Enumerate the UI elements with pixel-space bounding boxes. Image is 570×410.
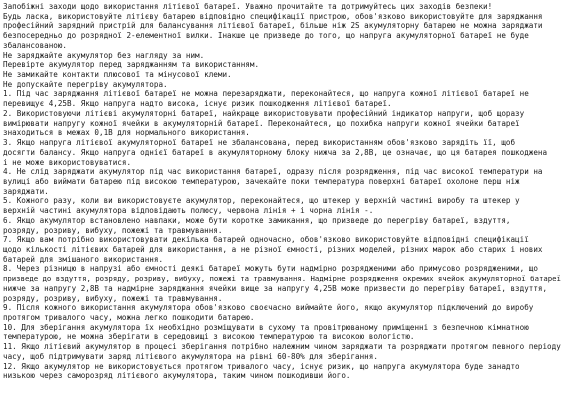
- rule-line: протягом тривалого часу, можна легко пошкодити батарею.: [3, 313, 255, 322]
- rule-line: низькою через саморозряд літієвого акумулятора, таким чином пошкодивши його.: [3, 371, 351, 381]
- rule-line: розряду, розриву, вибуху, пожежі та травмування.: [3, 225, 223, 235]
- rule-line: температурою, не можна зберігати в середовищі з високою температурою та високою вологістю.: [3, 332, 415, 342]
- rule-line: досягти балансу. Якщо напруга однієї батареї в акумуляторному блоку нижча за 2,8В, це означає, що ця батарея пошкоджена: [3, 147, 548, 157]
- rule-line: розряду, розриву, вибуху, пожежі та травмування.: [3, 293, 223, 303]
- rule-line: 6. Якщо акумулятор встановлено навпаки, може бути коротке замикання, що призведе до перегріву батареї, вздуття,: [3, 215, 511, 225]
- rule-line: 11. Якщо літієвий акумулятор в процесі зберігання потрібно належним чином заряджати та розряджати протягом певного періоду: [3, 342, 561, 352]
- rule-line: 5. Кожного разу, коли ви використовуєте акумулятор, переконайтеся, що штекер у верхній частині виробу та штекер у: [3, 196, 520, 206]
- rule-line: перевищує 4,25В. Якщо напруга надто висока, існує ризик пошкодження літієвої батареї.: [3, 99, 392, 109]
- rule-line: 10. Для зберігання акумулятора їх необхідно розміщувати в сухому та провітрюваному приміщенні з безпечною кімнатною: [3, 322, 529, 332]
- rule-line: батарей для змішаного використання.: [3, 254, 164, 264]
- rule-line: нижче за напругу 2,8В та надмірне заряджання ячейки вище за напругу 4,25В може призвести до перегріву батареї, вздуття,: [3, 283, 548, 293]
- rule-line: 7. Якщо вам потрібно використовувати декілька батарей одночасно, обов'язково використовуйте відповідні специфікації: [3, 235, 529, 245]
- rule-line: 3. Якщо напруга літієвої акумуляторної батареї не збалансована, перед використанням обов'язково зарядіть її, щоб: [3, 138, 516, 148]
- rule-line: 1. Під час заряджання літієвої батареї не можна перезаряджати, переконайтеся, що напруга кожної літієвої батареї не: [3, 89, 529, 99]
- warning-line: Не замикайте контакти плюсової та мінусової клеми.: [3, 70, 232, 80]
- rule-line: знаходиться в межах 0,1В для нормального використання.: [3, 128, 250, 138]
- rule-line: призведе до вздуття, розряду, розриву, вибуху, пожежі та травмування. Надмірне розрядження окремих ячейок акумуляторної батареї: [3, 274, 561, 284]
- rule-line: вулиці або виймати батарею під високою температурою, зачекайте поки температура поверхні батареї охолоне перш ніж: [3, 176, 520, 186]
- rule-line: 4. Не слід заряджати акумулятор під час використання батареї, одразу після розрядження, під час високої температури на: [3, 167, 543, 177]
- rule-line: 9. Після кожного використання акумулятора обов'язково своєчасно виймайте його, якщо акумулятор підключений до виробу: [3, 303, 534, 313]
- warning-line: Не допускайте перегріву акумулятора.: [3, 79, 168, 89]
- warning-line: Перевірте акумулятор перед заряджанням та використанням.: [3, 60, 260, 70]
- intro-line: Будь ласка, використовуйте літієву батарею відповідно специфікації пристрою, обов'язково використовуйте для заряджання: [3, 11, 543, 21]
- intro-line: збалансованою.: [3, 40, 68, 50]
- rule-line: 12. Якщо акумулятор не використовується протягом тривалого часу, існує ризик, що напруга акумулятора буде занадто: [3, 361, 520, 371]
- rule-line: щодо кількості літієвих батарей для використання, а не різної ємності, різних моделей, різних марок або старих і нових: [3, 244, 543, 254]
- intro-line: безпосередньо до розрядної 2-елементної вилки. Інакше це призведе до того, що напруга акумуляторної батареї не буде: [3, 31, 529, 41]
- rule-line: вимірювати напругу кожної ячейки в акумуляторній батареї. Переконайтеся, що похибка напруги кожної ячейки батареї: [3, 118, 520, 128]
- rule-line: часу, щоб підтримувати заряд літієвого акумулятора на рівні 60-80% для зберігання.: [3, 351, 378, 361]
- intro-line: професійний зарядний пристрій для балансування літієвої батареї, більше ніж 2S акумуляторну батарею не можна заряджати: [3, 21, 543, 31]
- rule-line: заряджати.: [3, 186, 49, 196]
- rule-line: і не може використовуватися.: [3, 157, 132, 167]
- rule-line: 8. Через різницю в напрузі або ємності деякі батареї можуть бути надмірно розрядженими або примусово розрядженими, що: [3, 264, 538, 274]
- rule-line: верхній частині акумулятора відповідають полюсу, червона лінія + і чорна лінія -.: [3, 206, 374, 216]
- doc-title: Запобіжні заходи щодо використання літієвої батареї. Уважно прочитайте та дотримуйтесь цих заходів безпеки!: [3, 2, 493, 11]
- warning-line: Не заряджайте акумулятор без нагляду за ним.: [3, 50, 205, 60]
- rule-line: 2. Використовуючи літієві акумуляторні батареї, найкраще використовувати професійний індикатор напруги, щоб щоразу: [3, 108, 525, 118]
